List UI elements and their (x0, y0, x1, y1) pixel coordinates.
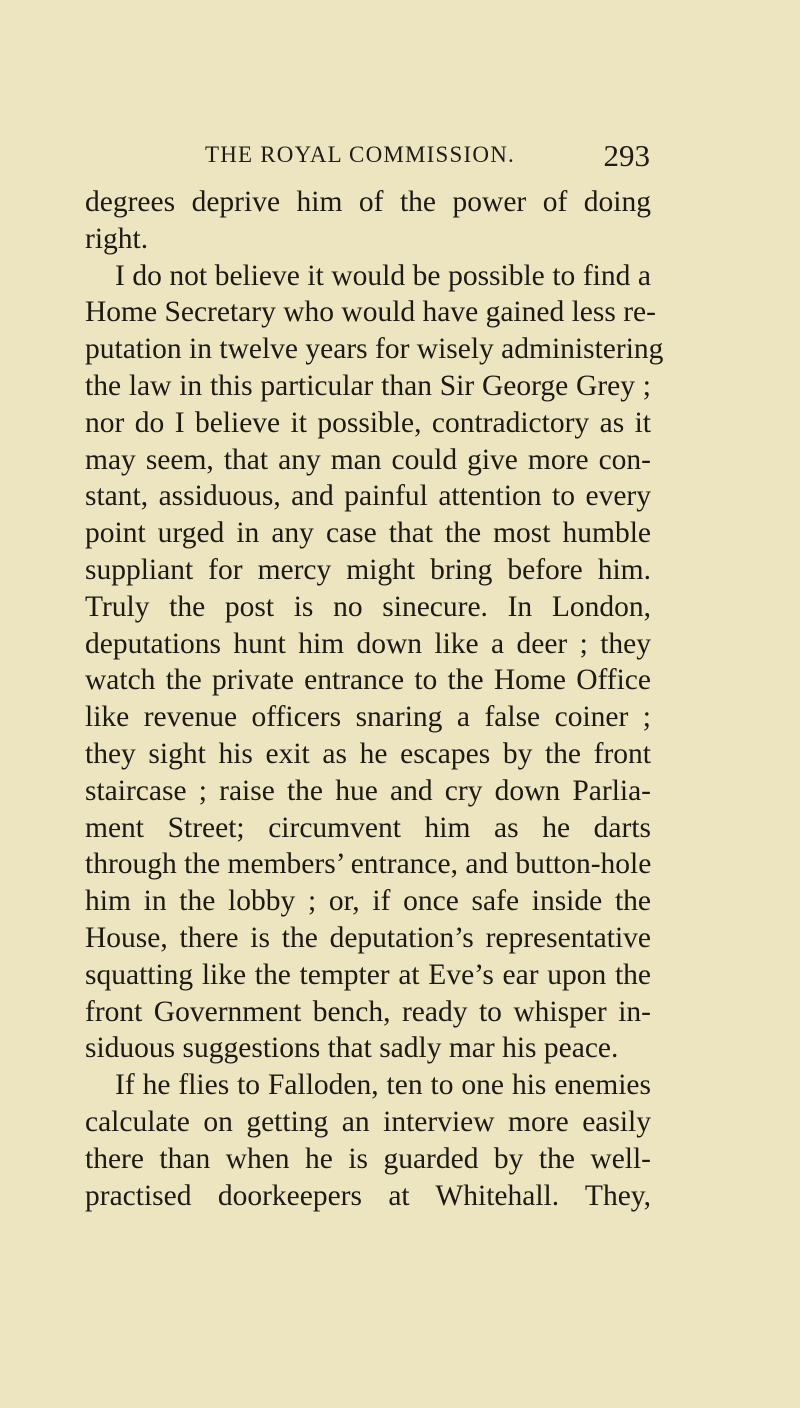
paragraph-start-line: I do not believe it would be possible to find a (115, 259, 651, 292)
text-line: watch the private entrance to the Home Office (85, 664, 651, 697)
page-number: 293 (603, 138, 650, 173)
text-line: Truly the post is no sinecure. In London, (85, 590, 651, 623)
text-line: putation in twelve years for wisely administering (85, 333, 664, 366)
text-line: degrees deprive him of the power of doing (85, 186, 651, 218)
text-line: point urged in any case that the most humble (85, 517, 651, 550)
text-line: they sight his exit as he escapes by the front (85, 737, 651, 770)
text-line: nor do I believe it possible, contradictory as it (85, 406, 651, 439)
text-line: siduous suggestions that sadly mar his peace. (85, 1032, 619, 1065)
text-line: Home Secretary who would have gained less re- (85, 296, 656, 329)
text-line: like revenue officers snaring a false coiner ; (85, 701, 651, 734)
text-line: practised doorkeepers at Whitehall. They, (85, 1179, 651, 1212)
body-text (85, 184, 664, 1214)
text-line: may seem, that any man could give more con- (85, 443, 651, 476)
page-header (205, 140, 650, 172)
paragraph-start-line: If he flies to Falloden, ten to one his enemies (115, 1069, 651, 1102)
text-line: suppliant for mercy might bring before him. (85, 553, 651, 586)
text-line: there than when he is guarded by the well- (85, 1142, 651, 1175)
text-line: stant, assiduous, and painful attention to every (85, 480, 651, 513)
text-line: through the members’ entrance, and button-hole (85, 848, 652, 881)
text-line: ment Street; circumvent him as he darts (85, 811, 651, 844)
text-line: House, there is the deputation’s representative (85, 921, 651, 954)
text-line: front Government bench, ready to whisper in- (85, 995, 651, 1028)
text-line: calculate on getting an interview more easily (85, 1105, 651, 1138)
text-line: right. (85, 222, 149, 255)
running-title: THE ROYAL COMMISSION. (205, 142, 515, 167)
text-line: the law in this particular than Sir George Grey ; (85, 369, 651, 402)
text-line: him in the lobby ; or, if once safe inside the (85, 885, 651, 918)
text-line: staircase ; raise the hue and cry down Parlia- (85, 774, 651, 807)
text-line: squatting like the tempter at Eve’s ear upon the (85, 958, 651, 991)
text-line: deputations hunt him down like a deer ; they (85, 627, 651, 660)
